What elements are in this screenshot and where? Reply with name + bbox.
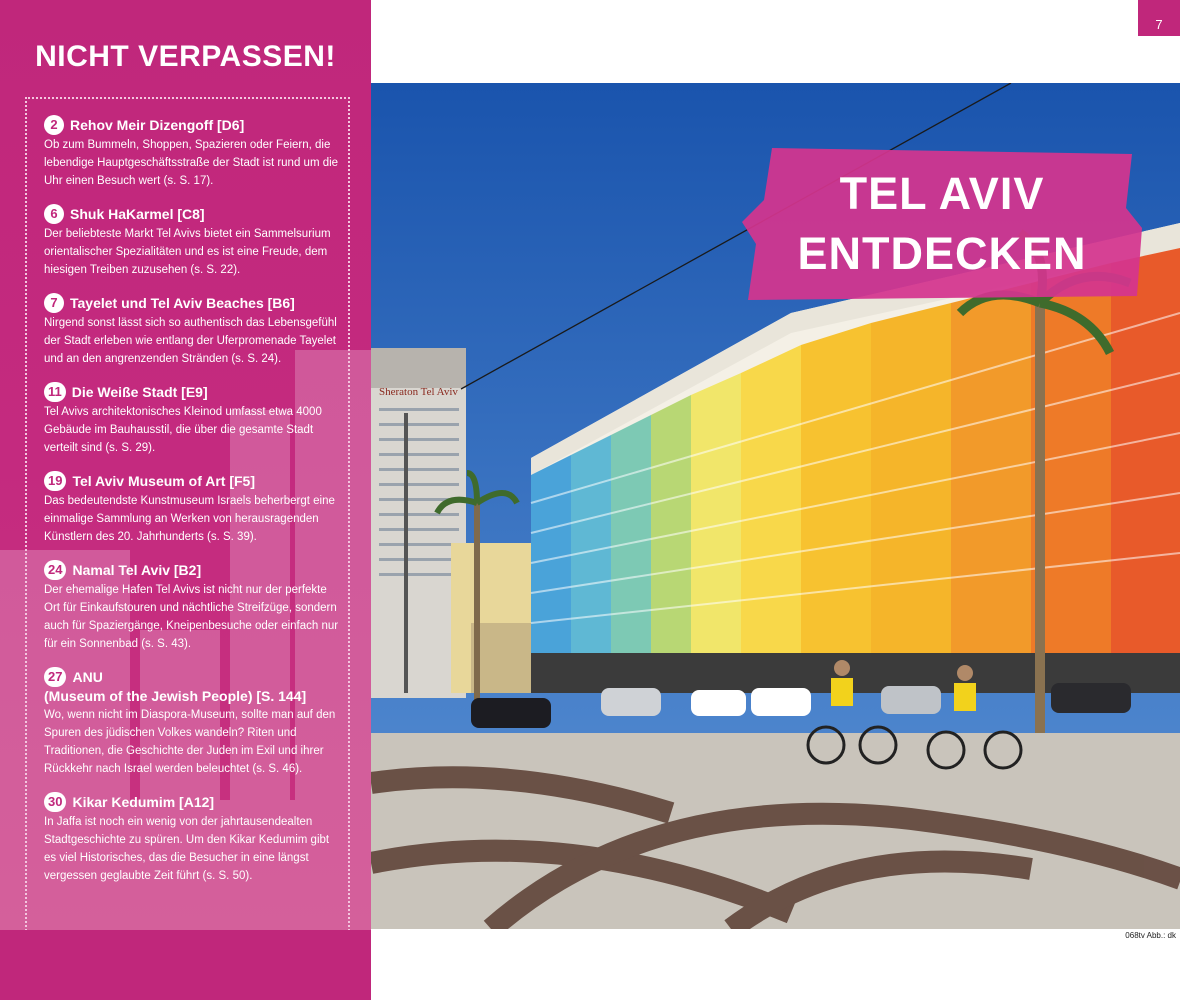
entry-heading [44,667,344,687]
entry-description: Der beliebteste Markt Tel Avivs bietet ein Sammelsurium orientalischer Spezialitäten und es ist eine Freude, dem hiesigen Treiben zuzusehen (s. S. 22). [44,228,331,276]
list-item [44,382,344,457]
number-badge: 19 [44,471,66,491]
photo-credit: 068tv Abb.: dk [1125,931,1176,940]
number-badge: 27 [44,667,66,687]
sidebar-title: NICHT VERPASSEN! [35,40,336,73]
list-item [44,667,344,778]
number-badge: 24 [44,560,66,580]
entry-title: Kikar Kedumim [A12] [72,794,215,810]
entry-description: Der ehemalige Hafen Tel Avivs ist nicht nur der perfekte Ort für Einkaufstouren und nächtliche Streifzüge, sondern auch für Spaziergänge, Kneipenbesuche oder einfach nur für ein Sonnenbad (s. S. 43). [44,584,339,650]
sidebar-footer-band [0,930,371,1000]
entry-description: Wo, wenn nicht im Diaspora-Museum, sollte man auf den Spuren des jüdischen Volkes wandeln? Riten und Traditionen, die Geschichte der Juden im Exil und ihrer Rückkehr nach Israel werden beleuchtet (s. S. 46). [44,709,336,775]
number-badge: 30 [44,792,66,812]
entry-title: Namal Tel Aviv [B2] [72,562,202,578]
entry-description: Nirgend sonst lässt sich so authentisch das Lebensgefühl der Stadt erleben wie entlang der Uferpromenade Tayelet und an den angrenzenden Stränden (s. S. 24). [44,317,337,365]
number-badge: 2 [44,115,64,135]
hotel-sign: Sheraton Tel Aviv [379,386,458,398]
entry-description: In Jaffa ist noch ein wenig von der jahrtausendealten Stadtgeschichte zu spüren. Um den Kikar Kedumim gibt es viel Historisches, das die Besucher in eine längst vergessen geglaubte Zeit führt (s. S. 50). [44,816,330,882]
highlights-list [44,115,344,899]
entry-heading [44,471,344,491]
entry-description: Das bedeutendste Kunstmuseum Israels beherbergt eine einmalige Sammlung an Werken von herausragenden Künstlern des 20. Jahrhunderts (s. S. 39). [44,495,335,543]
banner-title-line-1: TEL AVIV [839,168,1045,219]
entry-heading [44,792,344,812]
entry-title: Rehov Meir Dizengoff [D6] [70,117,245,133]
entry-description: Tel Avivs architektonisches Kleinod umfasst etwa 4000 Gebäude im Bauhausstil, die über die gesamte Stadt verteilt sind (s. S. 29). [44,406,322,454]
entry-subtitle: (Museum of the Jewish People) [S. 144] [44,688,307,704]
list-item [44,293,344,368]
sidebar [0,0,371,1000]
entry-title: ANU [72,669,103,685]
entry-heading [44,293,344,313]
entry-title: Die Weiße Stadt [E9] [71,384,208,400]
list-item [44,560,344,653]
page-number: 7 [1138,0,1180,36]
entry-heading [44,382,344,402]
number-badge: 7 [44,293,64,313]
entry-heading [44,115,344,135]
street-lamp [404,413,408,693]
entry-title: Tayelet und Tel Aviv Beaches [B6] [70,295,295,311]
list-item [44,204,344,279]
number-badge: 11 [44,382,66,402]
list-item [44,792,344,885]
banner-title-line-2: ENTDECKEN [797,228,1087,279]
title-banner [742,148,1142,300]
entry-description: Ob zum Bummeln, Shoppen, Spazieren oder Feiern, die lebendige Hauptgeschäftsstraße der Stadt ist rund um die Uhr einen Besuch wert (s. S. 17). [44,139,339,187]
list-item [44,471,344,546]
entry-heading [44,204,344,224]
entry-heading [44,560,344,580]
number-badge: 6 [44,204,64,224]
entry-title: Shuk HaKarmel [C8] [70,206,205,222]
entry-title: Tel Aviv Museum of Art [F5] [72,473,256,489]
list-item [44,115,344,190]
